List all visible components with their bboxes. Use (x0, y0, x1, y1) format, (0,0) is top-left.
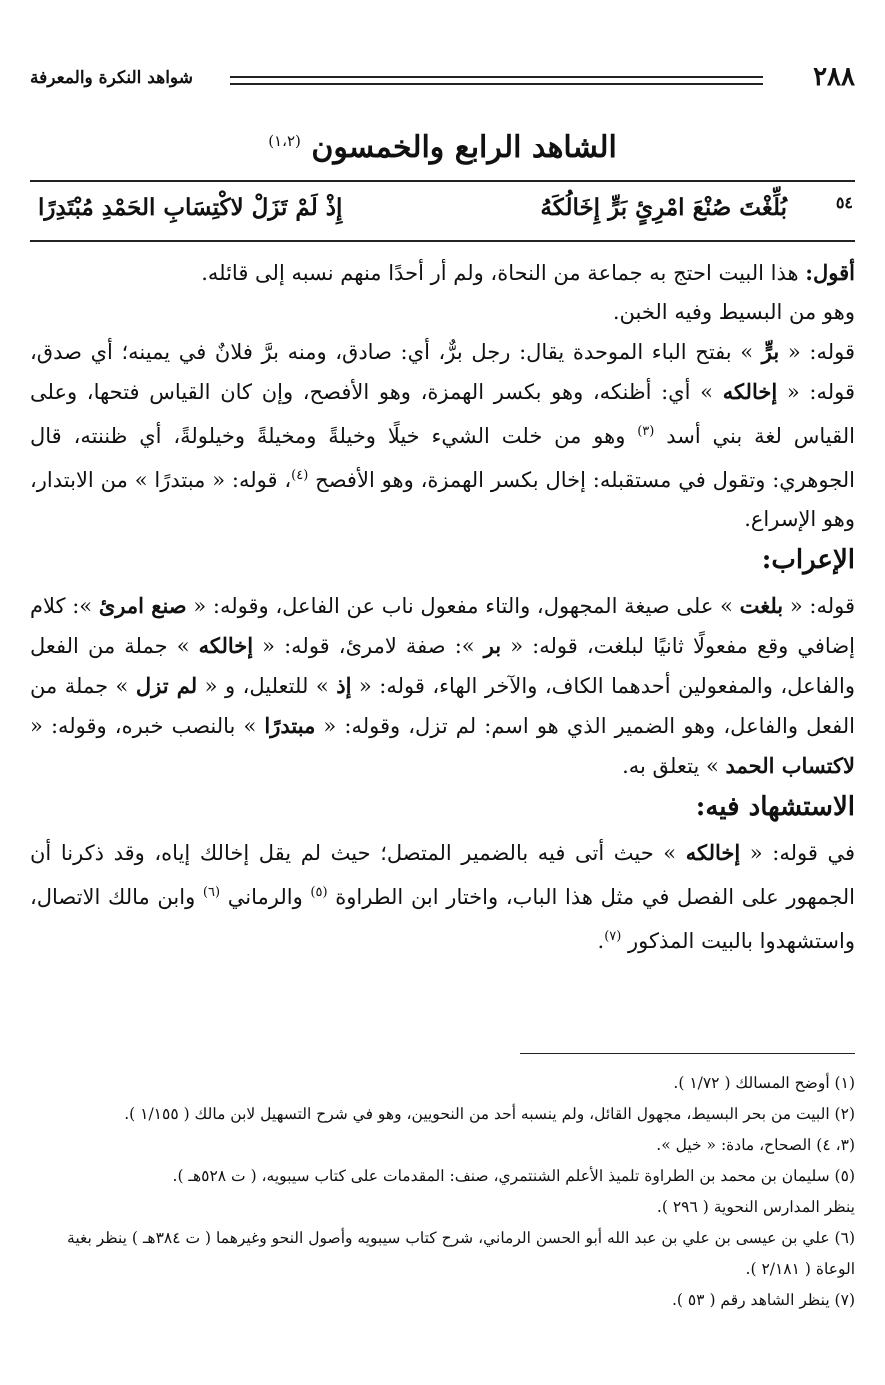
footnote-ref: (٣) (637, 424, 655, 439)
commentary-body (30, 253, 855, 961)
heading-i3rab: الإعراب: (761, 545, 855, 575)
text-run: » أي: أظنكه، وهو بكسر الهمزة، وهو الأفصح، وإن كان القياس فتحها، وعلى القياس لغة بني أسد (30, 380, 855, 448)
footnote-ref: (٦) (202, 885, 221, 900)
text-run: في قوله: « (740, 841, 855, 865)
keyword: صنع امرئ (98, 593, 187, 618)
footnote: (١) أوضح المسالك ( ١/٧٢ ). (673, 1074, 855, 1092)
witness-title (0, 130, 885, 165)
page-number: ٢٨٨ (813, 62, 855, 92)
text-run: » جملة من الفعل والفاعل، وهو الضمير الذي هو اسم: لم تزل، وقوله: « (30, 674, 855, 738)
text-run: »: كلام إضافي وقع مفعولًا ثانيًا لبلغت، قوله: « (30, 594, 855, 658)
keyword: لاكتساب الحمد (725, 753, 855, 778)
text-run: » بفتح الباء الموحدة يقال: رجل برٌّ، أي: صادق، ومنه برَّ فلانٌ في يمينه؛ أي صدق، قوله: « (30, 340, 855, 404)
paragraph-meter: وهو من البسيط وفيه الخبن. (612, 300, 855, 324)
verse-hemistich-1: بُلِّغْتَ صُنْعَ امْرِئٍ بَرٍّ إِخَالُكَهُ (540, 194, 787, 221)
text-run: » على صيغة المجهول، والتاء مفعول ناب عن الفاعل، وقوله: « (186, 594, 740, 618)
running-header (30, 58, 855, 98)
footnotes (30, 1068, 855, 1316)
paragraph-i3rab (30, 586, 855, 786)
paragraph-vocabulary (30, 332, 855, 539)
text-run: » جملة من الفعل والفاعل، والمفعولين أحدهما الكاف، والآخر الهاء، قوله: « (30, 634, 855, 698)
text-run: ، قوله: « مبتدرًا » من الابتدار، وهو الإسراع. (30, 468, 855, 531)
keyword: لم تزل (135, 673, 198, 698)
footnote-ref: (٥) (310, 885, 328, 900)
footnote-ref: (٤) (291, 468, 309, 483)
text-run: وابن مالك الاتصال، واستشهدوا بالبيت المذكور (30, 885, 855, 953)
footnote: (٧) ينظر الشاهد رقم ( ٥٣ ). (671, 1291, 855, 1309)
aqul-text: هذا البيت احتج به جماعة من النحاة، ولم أر أحدًا منهم نسبه إلى قائله. (201, 261, 806, 285)
keyword: إخالكه (722, 379, 778, 404)
footnote: (٥) سليمان بن محمد بن الطراوة تلميذ الأعلم الشنتمري، صنف: المقدمات على كتاب سيبويه، ( ت ٥٢٨هـ ). (172, 1167, 855, 1185)
footnote-ref: (٧) (604, 929, 622, 944)
footnote: ينظر المدارس النحوية ( ٢٩٦ ). (656, 1198, 855, 1216)
text-run: وهو من خلت الشيء خيلًا وخيلةً ومخيلةً وخيلولةً، أي ظننته، قال الجوهري: وتقول في مستقبله: إخال بكسر الهمزة، وهو الأفصح (30, 424, 855, 492)
section-title: شواهد النكرة والمعرفة (30, 68, 193, 88)
text-run: » يتعلق به. (622, 754, 726, 778)
header-double-rule (230, 76, 763, 85)
title-footnote-ref: (١،٢) (268, 132, 301, 150)
verse-hemistich-2: إِذْ لَمْ تَزَلْ لاكْتِسَابِ الحَمْدِ مُبْتَدِرًا (38, 194, 343, 221)
keyword: إخالكه (685, 840, 741, 865)
footnote: (٦) علي بن عيسى بن علي بن عبد الله أبو الحسن الرماني، شرح كتاب سيبويه وأصول النحو وغيرهما ( ت ٣٨٤هـ ) ينظر بغية الوعاة ( ٢/١٨١ ). (67, 1229, 855, 1278)
aqul-label: أقول: (805, 260, 855, 285)
paragraph-istishhad (30, 833, 855, 961)
text-run: . (597, 929, 605, 953)
heading-istishhad: الاستشهاد فيه: (695, 792, 855, 822)
text-run: » حيث أتى فيه بالضمير المتصل؛ حيث لم يقل إخالك إياه، وقد ذكرنا أن الجمهور على الفصل في مثل هذا الباب، واختار ابن الطراوة (30, 841, 855, 909)
keyword: بلغت (739, 593, 784, 618)
keyword: إخالكه (198, 633, 254, 658)
verse-number: ٥٤ (835, 193, 853, 212)
footnote-separator (520, 1053, 855, 1054)
verse-box (30, 180, 855, 242)
text-run: » للتعليل، و « (197, 674, 337, 698)
footnote: (٢) البيت من بحر البسيط، مجهول القائل، ولم ينسبه أحد من النحويين، وهو في شرح التسهيل لابن مالك ( ١/١٥٥ ). (124, 1105, 855, 1123)
keyword: مبتدرًا (264, 713, 316, 738)
text-run: »: صفة لامرئ، قوله: « (253, 634, 484, 658)
keyword: بر (483, 633, 502, 658)
keyword: برٍّ (761, 339, 780, 364)
text-run: قوله: « (779, 340, 855, 364)
paragraph-aqul (30, 253, 855, 293)
text-run: قوله: « (783, 594, 856, 618)
text-run: والرماني (220, 885, 311, 909)
keyword: إذ (336, 673, 352, 698)
witness-title-text: الشاهد الرابع والخمسون (311, 130, 617, 165)
footnote: (٣، ٤) الصحاح، مادة: « خيل ». (656, 1136, 855, 1154)
text-run: » بالنصب خبره، وقوله: « (30, 714, 265, 738)
